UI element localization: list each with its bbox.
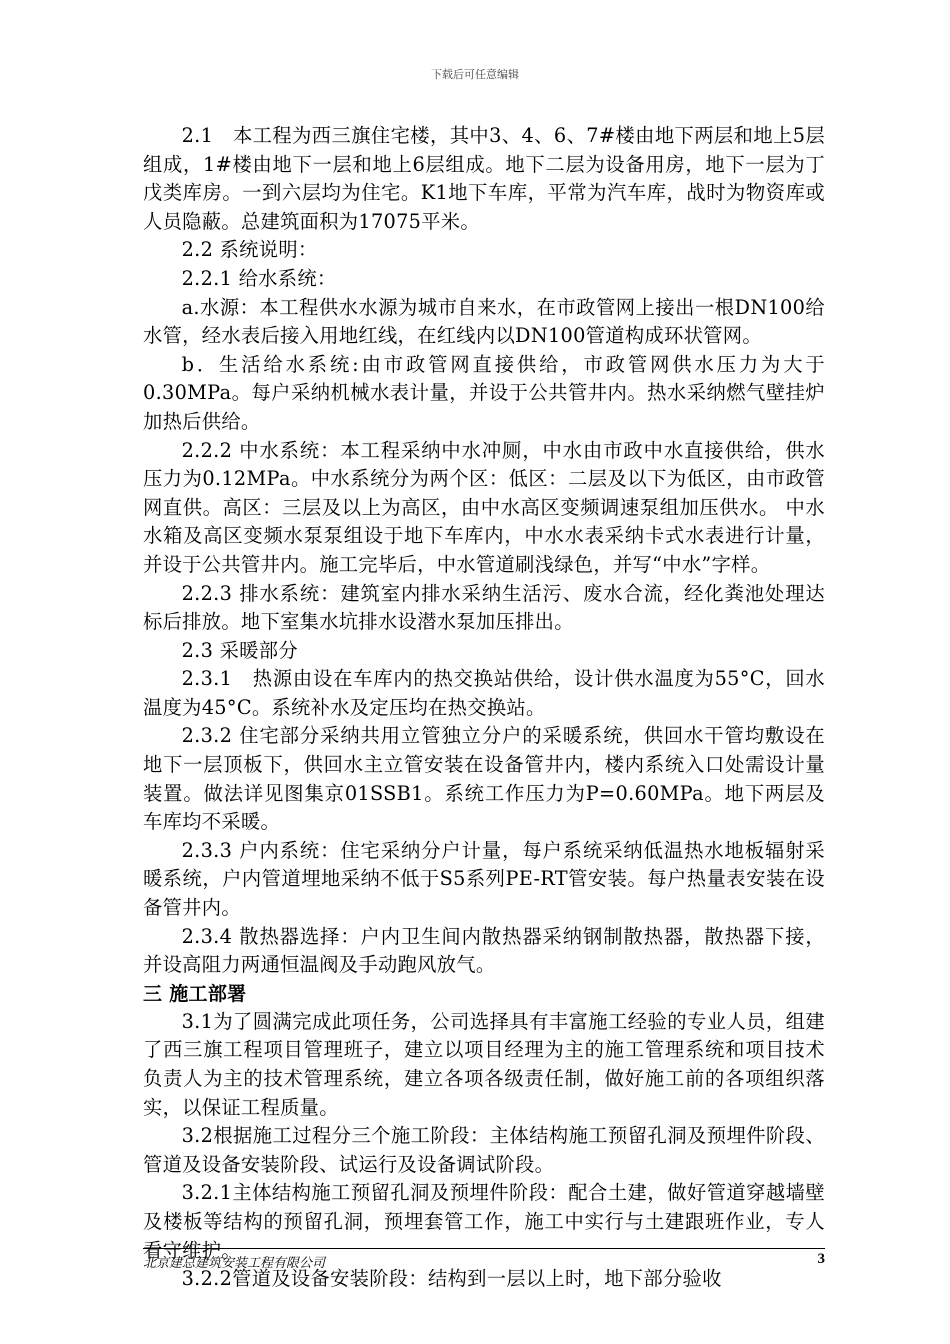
paragraph: 3.2根据施工过程分三个施工阶段：主体结构施工预留孔洞及预埋件阶段、管道及设备安装阶段、试运行及设备调试阶段。 (143, 1124, 825, 1176)
footer-company: 北京建总建筑安装工程有限公司 (143, 1256, 326, 1271)
page-header: 下载后可任意编辑 (431, 68, 519, 81)
paragraph: 2.3.2 住宅部分采纳共用立管独立分户的采暖系统，供回水干管均敷设在地下一层顶板下，供回水主立管安装在设备管井内，楼内系统入口处需设计量装置。做法详见图集京01SSB1。系统工作压力为P=0.60MPa。地下两层及车库均不采暖。 (143, 724, 825, 834)
paragraph: 2.2.3 排水系统：建筑室内排水采纳生活污、废水合流，经化粪池处理达标后排放。地下室集水坑排水设潜水泵加压排出。 (143, 581, 825, 634)
paragraph: 3.2.1主体结构施工预留孔洞及预埋件阶段：配合土建，做好管道穿越墙壁及楼板等结构的预留孔洞，预埋套管工作，施工中实行与土建跟班作业，专人看守维护。 (143, 1181, 825, 1262)
page-number: 3 (817, 1251, 825, 1267)
document-body (143, 122, 825, 1294)
paragraph: 3.2.2管道及设备安装阶段：结构到一层以上时，地下部分验收 (181, 1267, 722, 1291)
paragraph: 2.2.2 中水系统：本工程采纳中水冲厕，中水由市政中水直接供给，供水压力为0.12MPa。中水系统分为两个区：低区：二层及以下为低区，由市政管网直供。高区：三层及以上为高区，由中水高区变频调速泵组加压供水。 中水水箱及高区变频水泵泵组设于地下车库内，中水水表采纳卡式水表进行计量，并设于公共管井内。施工完毕后，中水管道刷浅绿色，并写“中水”字样。 (143, 438, 825, 576)
paragraph: 2.1 本工程为西三旗住宅楼，其中3、4、6、7#楼由地下两层和地上5层组成，1#楼由地下一层和地上6层组成。地下二层为设备用房，地下一层为丁戊类库房。一到六层均为住宅。K1地下车库，平常为汽车库，战时为物资库或人员隐蔽。总建筑面积为17075平米。 (143, 124, 825, 233)
paragraph: 2.2 系统说明： (181, 238, 318, 262)
paragraph: 2.3.4 散热器选择：户内卫生间内散热器采纳钢制散热器，散热器下接，并设高阻力两通恒温阀及手动跑风放气。 (143, 924, 825, 977)
section-title: 三 施工部署 (143, 982, 247, 1005)
paragraph: b．生活给水系统:由市政管网直接供给，市政管网供水压力为大于0.30MPa。每户采纳机械水表计量，并设于公共管井内。热水采纳燃气壁挂炉加热后供给。 (143, 352, 825, 433)
paragraph: a.水源：本工程供水水源为城市自来水，在市政管网上接出一根DN100给水管，经水表后接入用地红线，在红线内以DN100管道构成环状管网。 (143, 295, 825, 348)
paragraph: 2.3.3 户内系统：住宅采纳分户计量，每户系统采纳低温热水地板辐射采暖系统，户内管道埋地采纳不低于S5系列PE-RT管安装。每户热量表安装在设备管井内。 (143, 838, 825, 920)
paragraph: 2.3 采暖部分 (181, 638, 298, 662)
paragraph: 2.3.1 热源由设在车库内的热交换站供给，设计供水温度为55°C，回水温度为45°C。系统补水及定压均在热交换站。 (143, 667, 825, 719)
paragraph: 3.1为了圆满完成此项任务，公司选择具有丰富施工经验的专业人员，组建了西三旗工程项目管理班子，建立以项目经理为主的施工管理系统和项目技术负责人为主的技术管理系统，建立各项各级责任制，做好施工前的各项组织落实，以保证工程质量。 (143, 1009, 825, 1119)
footer-divider (143, 1248, 825, 1249)
paragraph: 2.2.1 给水系统： (181, 266, 337, 290)
